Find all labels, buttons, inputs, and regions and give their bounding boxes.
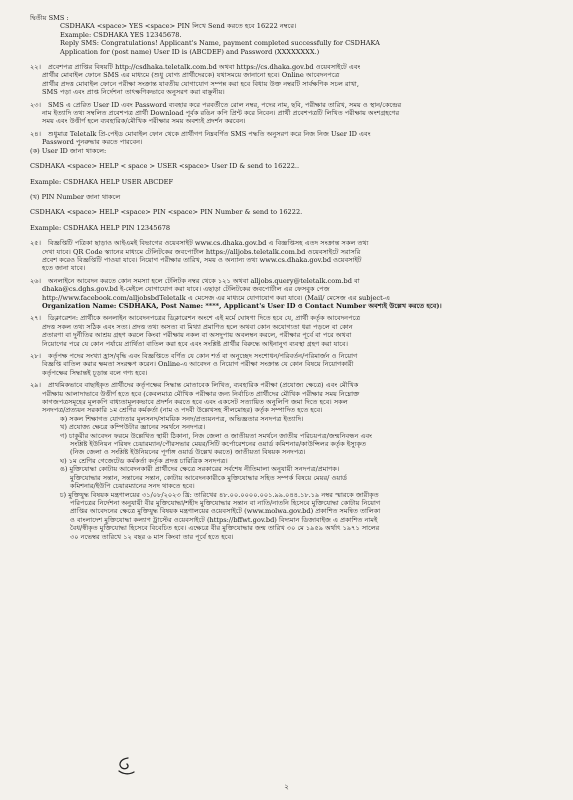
signature-scribble bbox=[112, 755, 138, 779]
clause-text: প্রদত্ত সকল তথ্য সঠিক এবং সত্য। প্রদত্ত তথ্য অসত্য বা মিথ্যা প্রমাণিত হলে অথবা কোন অযোগ্যতা ধরা পড়লে বা কোন bbox=[42, 322, 353, 331]
subclause-ca: চ) মুক্তিযুদ্ধ বিষয়ক মন্ত্রণালয়ের ৩১/০৮/২০২৩ খ্রি: তারিখের ৪৮.০০.০০০০.০০১.৯৯.০৪৪.১৮.১৯ নম্বর স্মারকে জারীকৃত bbox=[60, 490, 379, 499]
clause-text: SMS পড়া এবং প্রাপ্ত নির্দেশনা তাৎক্ষণিকভাবে অনুসরণ করা বাঞ্ছনীয়। bbox=[42, 88, 225, 97]
clause-text: প্রার্থীর প্রদত্ত মোবাইল ফোনে পরীক্ষা সংক্রান্ত যাবতীয় যোগাযোগ সম্পন্ন করা হবে বিধায় উক্ত নম্বরটি সার্বক্ষণিক সচল রাখা, bbox=[42, 79, 359, 88]
clause-number: ২৯। bbox=[30, 381, 41, 390]
facebook-link-line[interactable]: http://www.facebook.com/alljobsbdTeletalk এ মেসেজ এর মাধ্যমে যোগাযোগ করা যাবে। (Mail/ মেসেজ এর subject-এ bbox=[42, 293, 390, 302]
clause-number: ২২। bbox=[30, 63, 41, 72]
subclause-ka: ক) সকল শিক্ষাগত যোগ্যতার মূলসনদ/সাময়িক সনদ/প্রত্যয়নপত্র, অভিজ্ঞতার সনদপত্র ইত্যাদি। bbox=[60, 414, 304, 423]
subclause-uo-cont: কমিশনার/ইউপি চেয়ারম্যানের সনদ থাকতে হবে। bbox=[70, 482, 195, 491]
sms-command: CSDHAKA <space> YES <space> PIN লিখে Send করতে হবে 16222 নম্বরে। bbox=[60, 22, 297, 31]
subclause-ca-cont: প্রাপ্তির আবেদনের ক্ষেত্রে মুক্তিযুদ্ধ বিষয়ক মন্ত্রণালয়ের ওয়েবসাইটে (www.molwa.gov.bd) প্রকাশিত সমন্বিত তালিকা bbox=[70, 507, 381, 516]
subclause-ca-cont: ৩০ নভেম্বর তারিখে ১২ বছর ৬ মাস কিংবা তার পূর্বে হতে হবে। bbox=[70, 532, 234, 541]
subclause-ca-cont: ও বাংলাদেশ মুক্তিযোদ্ধা কল্যাণ ট্রাস্টের ওয়েবসাইটে (https://bffwt.gov.bd) বিদ্যমান ডিজাবাইজ এ প্রকাশিত নামই bbox=[70, 515, 378, 524]
user-id-example: Example: CSDHAKA HELP USER ABCDEF bbox=[30, 177, 174, 186]
clause-25 bbox=[30, 239, 551, 273]
clause-text: কর্তৃপক্ষের সিদ্ধান্তই চূড়ান্ত বলে গণ্য হবে। bbox=[42, 368, 148, 377]
clause-number: ২৪। bbox=[30, 129, 41, 138]
subclause-kha-title: (খ) PIN Number জানা থাকলে bbox=[30, 192, 121, 201]
subclause-ca-cont: বৈধ/স্বীকৃত মুক্তিযোদ্ধা হিসেবে বিবেচিত হবে। এক্ষেত্রে বীর মুক্তিযোদ্ধার জন্ম তারিখ ৩০ মে ১৯৫৯ অর্থাৎ ১৯৭১ সালের bbox=[70, 524, 380, 533]
clause-text: SMS এ প্রেরিত User ID এবং Password ব্যবহার করে পরবর্তীতে রোল নম্বর, পদের নাম, ছবি, পরীক্ষার তারিখ, সময় ও স্থান/কেন্দ্রের bbox=[48, 100, 402, 109]
clause-text: বিজ্ঞপ্তিটি পত্রিকা ছাড়াও আইএমই বিভাগের ওয়েবসাইট www.cs.dhaka.gov.bd এ বিজ্ঞপ্তিসহ এতদ সংক্রান্ত সকল তথ্য bbox=[48, 239, 369, 248]
clause-number: ২৮। bbox=[30, 352, 41, 360]
clause-text: শুধুমাত্র Teletalk প্রি-পেইড মোবাইল ফোন থেকে প্রার্থীগণ নিম্নবর্ণিত SMS পদ্ধতি অনুসরণ করে নিজ নিজ User ID এবং bbox=[48, 129, 371, 138]
clause-text: প্রার্থীর মোবাইল ফোনে SMS এর মাধ্যমে (শুধু যোগ্য প্রার্থীদেরকে) যথাসময়ে জানানো হবে। Online আবেদনপত্রে bbox=[42, 71, 340, 80]
clause-number: ২৭। bbox=[30, 314, 41, 323]
clause-text: Password পুনরুদ্ধার করতে পারবেন। bbox=[42, 138, 143, 147]
clause-text: প্রবেশ করেও বিজ্ঞপ্তিটি পাওয়া যাবে। নিয়োগ পরীক্ষার তারিখ, সময় ও অন্যান্য তথ্য www.cs.dhaka.gov.bd ওয়েবসাইট bbox=[42, 255, 362, 264]
clause-text: পরীক্ষায় আলাদাভাবে উত্তীর্ণ হতে হবে (কেবলমাত্র মৌখিক পরীক্ষার জন্য নির্বাচিত প্রার্থীদের মৌখিক পরীক্ষার সময় নিম্নোক্ত bbox=[42, 389, 360, 398]
clause-text: হতে জানা যাবে। bbox=[42, 264, 86, 273]
subclause-uo-cont: মুক্তিযোদ্ধার সন্তান, সন্তানের সন্তান, কোটায় আবেদনকারীকে মুক্তিযোদ্ধার সহিত সম্পর্ক বিষয়ে মেয়র/ ওয়ার্ড bbox=[70, 473, 348, 482]
clause-24 bbox=[30, 130, 551, 232]
clause-text: Organization Name: CSDHAKA, Post Name: ****, Applicant's User ID ও Contact Number অবশ্যই উল্লেখ করতে হবে)। bbox=[42, 301, 442, 310]
clause-22 bbox=[30, 63, 551, 97]
clause-text: প্রবেশপত্র প্রাপ্তির বিষয়টি http://csdhaka.teletalk.com.bd অথবা https://cs.dhaka.gov.bd ওয়েবসাইটে এবং bbox=[48, 63, 361, 72]
subclause-ca-cont: পরিপত্রের নির্দেশনা অনুযায়ী বীর মুক্তিযোদ্ধা/শহীদ মুক্তিযোদ্ধার সন্তান বা নাতি/নাতনি হিসেবে মুক্তিযোদ্ধা কোটায় নিয়োগ bbox=[70, 498, 381, 507]
clause-number: ২৬। bbox=[30, 276, 41, 285]
subclause-ga-cont: সংশ্লিষ্ট ইউনিয়ন পরিষদ চেয়ারম্যান/পৌরসভার মেয়র/সিটি কর্পোরেশনের ওয়ার্ড কমিশনার/কাউন্সিলর কর্তৃক ইস্যুকৃত bbox=[70, 440, 367, 449]
pin-command: CSDHAKA <space> HELP <space> PIN <space> PIN Number & send to 16222. bbox=[30, 208, 303, 217]
subclause-ga: গ) চাকুরীর আবেদন ফরমে উল্লেখিত স্থায়ী ঠিকানা, নিজ জেলা ও জাতীয়তা সমর্থনে জাতীয় পরিচয়পত্র/জন্মনিবন্ধন এবং bbox=[60, 431, 372, 440]
page-number: ২ bbox=[284, 783, 289, 791]
subclause-ka-title: (ক) User ID জানা থাকলে: bbox=[30, 146, 107, 155]
clause-text: বিজ্ঞপ্তি বাতিল করার ক্ষমতা সংরক্ষণ করেন। Online-এ আবেদন ও নিয়োগ পরীক্ষা সংক্রান্ত যে কোন বিষয়ে নিয়োগকারী bbox=[42, 360, 354, 369]
clause-text: নিয়োগের পরে যে কোন পর্যায়ে প্রার্থিতা বাতিল করা হবে এবং সংশ্লিষ্ট প্রার্থীর বিরুদ্ধে আইনানুগ ব্যবস্থা গ্রহণ করা যাবে। bbox=[42, 339, 348, 348]
clause-text: সময় এবং উত্তীর্ণ হলে ব্যবহারিক/মৌখিক পরীক্ষার সময় অবশ্যই প্রদর্শন করবেন। bbox=[42, 117, 246, 126]
subclause-kha: খ) প্রযোজ্য ক্ষেত্রে কম্পিউটার জ্ঞানের সমর্থনে সনদপত্র। bbox=[60, 423, 206, 432]
clause-28 bbox=[30, 352, 551, 377]
clause-26 bbox=[30, 277, 551, 311]
sms-example: Example: CSDHAKA YES 12345678. bbox=[60, 30, 182, 39]
clause-text: প্রতারণা বা দুর্নীতির আশ্রয় গ্রহণ করলে কিংবা পরীক্ষায় নকল বা অসদুপায় অবলম্বন করলে, পরীক্ষার পূর্বে বা পরে অথবা bbox=[42, 331, 352, 340]
clause-23 bbox=[30, 101, 551, 126]
clause-text: কাগজপত্রসমূহের মূলকপি বাধ্যতামূলকভাবে প্রদর্শন করতে হবে এবং একসেট সত্যায়িত অনুলিপি জমা দিতে হবে। সকল bbox=[42, 398, 348, 407]
clause-text: অনলাইনে আবেদন করতে কোন সমস্যা হলে টেলিটক নম্বর থেকে ১২১ অথবা alljobs.query@teletalk.com.bd বা bbox=[48, 276, 360, 285]
clause-text: দেখা যাবে। QR Code স্ক্যানের মাধ্যমে টেলিটকের জবপোর্টাল https://alljobs.teletalk.com.bd ওয়েবসাইটে সরাসরি bbox=[42, 247, 361, 256]
second-sms-section bbox=[30, 14, 551, 56]
subclause-gha: ঘ) ১ম শ্রেণির গেজেটেড কর্মকর্তা কর্তৃক প্রদত্ত চারিত্রিক সনদপত্র। bbox=[60, 456, 228, 465]
reply-sms-line-1: Reply SMS: Congratulations! Applicant's Name, payment completed successfully for CSDHAKA bbox=[60, 39, 380, 48]
user-id-command: CSDHAKA <space> HELP < space > USER <space> User ID & send to 16222.. bbox=[30, 162, 300, 171]
second-sms-heading: দ্বিতীয় SMS : bbox=[30, 14, 69, 22]
clause-text: dhaka@cs.dghs.gov.bd ই-মেইলে যোগাযোগ করা যাবে। এছাড়া টেলিটকের জবপোর্টাল এর ফেসবুক পেজ bbox=[42, 285, 330, 294]
clause-number: ২৩। bbox=[30, 100, 41, 109]
subclause-ga-cont: (নিজ জেলা ও সংশ্লিষ্ট ইউনিয়নের পূর্ণাঙ্গ ওয়ার্ড উল্লেখ করতে) জাতীয়তা বিষয়ক সনদপত্র। bbox=[70, 448, 306, 457]
clause-text: ডিক্লারেশন: প্রার্থীকে অনলাইন আবেদনপত্রের ডিক্লারেশন অংশে এই মর্মে ঘোষণা দিতে হবে যে, প্রার্থী কর্তৃক আবেদনপত্রে bbox=[48, 314, 361, 323]
clause-29 bbox=[30, 381, 551, 541]
clause-text: প্রাথমিকভাবে বাছাইকৃত প্রার্থীদের কর্তৃপক্ষের সিদ্ধান্ত মোতাবেক লিখিত, ব্যবহারিক পরীক্ষা (প্রযোজ্য ক্ষেত্রে) এবং মৌখিক bbox=[48, 381, 359, 390]
clause-27 bbox=[30, 314, 551, 348]
reply-sms-line-2: Application for (post name) User ID is (ABCDEF) and Password (XXXXXXXX.) bbox=[60, 47, 320, 56]
clause-text: নাম ইত্যাদি তথ্য সম্বলিত প্রবেশপত্র প্রার্থী Download পূর্বক রঙিন কপি প্রিন্ট করে নিবেন। প্রার্থী প্রবেশপত্রটি লিখিত পরীক্ষায় অংশগ্রহণের bbox=[42, 109, 400, 118]
subclause-uo: ঙ) মুক্তিযোদ্ধা কোটায় আবেদনকারী প্রার্থীদের ক্ষেত্রে সরকারের সর্বশেষ নীতিমালা অনুযায়ী সনদপত্র/প্রমাণক। bbox=[60, 465, 340, 474]
clause-number: ২৫। bbox=[30, 239, 41, 248]
pin-example: Example: CSDHAKA HELP PIN 12345678 bbox=[30, 223, 171, 232]
clause-text: সনদপত্র/প্রত্যয়ন সরকারি ১ম শ্রেণির কর্মকর্তা (নাম ও পদবী উল্লেখসহ সীলমোহর) কর্তৃক সম্পাদিত হতে হবে। bbox=[42, 406, 323, 415]
clause-text: কর্তৃপক্ষ পদের সংখ্যা হ্রাস/বৃদ্ধি এবং বিজ্ঞপ্তিতে বর্ণিত যে কোন শর্ত বা অনুচ্ছেদ সংশোধন/পরিবর্তন/পরিমার্জন ও নিয়োগ bbox=[48, 352, 358, 360]
